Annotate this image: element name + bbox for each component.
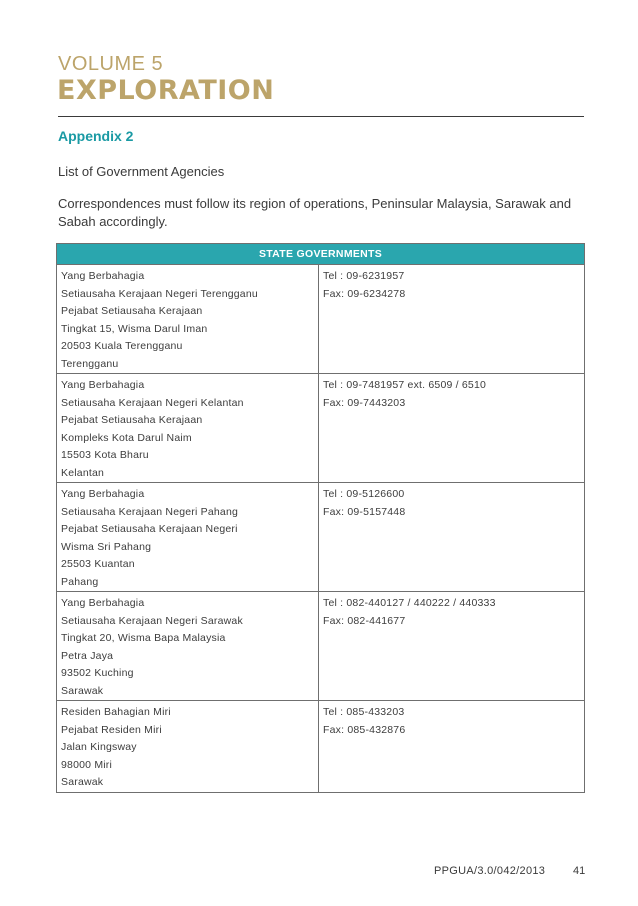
table-row [57, 701, 585, 793]
address-cell [57, 483, 319, 592]
address-line: Kelantan [61, 466, 105, 479]
address-cell [57, 592, 319, 701]
table-row [57, 265, 585, 374]
address-cell [57, 701, 319, 793]
volume-label: VOLUME 5 [58, 53, 164, 75]
address-line: Pejabat Residen Miri [61, 723, 162, 736]
address-line: Setiausaha Kerajaan Negeri Pahang [61, 505, 239, 518]
address-line: Sarawak [61, 776, 104, 788]
address-line: Tingkat 15, Wisma Darul Iman [61, 322, 208, 335]
address-line: Yang Berbahagia [61, 379, 145, 391]
address-line: Pejabat Setiausaha Kerajaan [61, 305, 203, 317]
address-line: Setiausaha Kerajaan Negeri Kelantan [61, 396, 244, 409]
address-cell [57, 374, 319, 483]
address-line: 93502 Kuching [61, 667, 134, 679]
appendix-title: Appendix 2 [58, 128, 134, 144]
appendix-intro: Correspondences must follow its region of operations, Peninsular Malaysia, Sarawak and Sabah accordingly. [58, 196, 572, 229]
fax-line: Fax: 09-5157448 [323, 505, 406, 518]
table-header: STATE GOVERNMENTS [57, 244, 585, 265]
address-line: Yang Berbahagia [61, 488, 145, 500]
address-line: Pahang [61, 575, 99, 588]
address-line: Jalan Kingsway [61, 741, 137, 753]
contact-cell [319, 701, 585, 793]
address-cell [57, 265, 319, 374]
address-line: Setiausaha Kerajaan Negeri Sarawak [61, 614, 243, 627]
fax-line: Fax: 085-432876 [323, 723, 406, 736]
address-line: 15503 Kota Bharu [61, 449, 149, 461]
footer-reference: PPGUA/3.0/042/2013 [434, 865, 546, 877]
address-line: 25503 Kuantan [61, 558, 135, 570]
address-line: Pejabat Setiausaha Kerajaan [61, 414, 203, 426]
table-row [57, 592, 585, 701]
table-row [57, 374, 585, 483]
address-line: 20503 Kuala Terengganu [61, 340, 183, 352]
tel-line: Tel : 09-7481957 ext. 6509 / 6510 [323, 379, 487, 391]
address-line: Pejabat Setiausaha Kerajaan Negeri [61, 523, 238, 535]
fax-line: Fax: 09-6234278 [323, 287, 406, 300]
volume-title: EXPLORATION [57, 75, 275, 106]
address-line: Sarawak [61, 684, 104, 697]
state-governments-table [56, 243, 585, 793]
address-line: Yang Berbahagia [61, 597, 145, 609]
tel-line: Tel : 085-433203 [323, 706, 405, 718]
contact-cell [319, 483, 585, 592]
contact-cell [319, 592, 585, 701]
tel-line: Tel : 082-440127 / 440222 / 440333 [323, 597, 496, 609]
table-header-row [57, 244, 585, 265]
address-line: Wisma Sri Pahang [61, 540, 152, 553]
contact-cell [319, 374, 585, 483]
table-row [57, 483, 585, 592]
address-line: Yang Berbahagia [61, 270, 145, 282]
fax-line: Fax: 082-441677 [323, 614, 406, 627]
address-line: Kompleks Kota Darul Naim [61, 431, 192, 444]
address-line: Setiausaha Kerajaan Negeri Terengganu [61, 287, 258, 300]
fax-line: Fax: 09-7443203 [323, 396, 406, 409]
address-line: Terengganu [61, 357, 119, 370]
tel-line: Tel : 09-6231957 [323, 270, 405, 282]
header-divider [58, 116, 584, 117]
appendix-subtitle: List of Government Agencies [58, 164, 225, 179]
tel-line: Tel : 09-5126600 [323, 488, 405, 500]
address-line: Petra Jaya [61, 649, 114, 662]
page-number: 41 [573, 865, 586, 877]
contact-cell [319, 265, 585, 374]
address-line: 98000 Miri [61, 758, 113, 771]
address-line: Tingkat 20, Wisma Bapa Malaysia [61, 632, 226, 644]
address-line: Residen Bahagian Miri [61, 706, 171, 718]
